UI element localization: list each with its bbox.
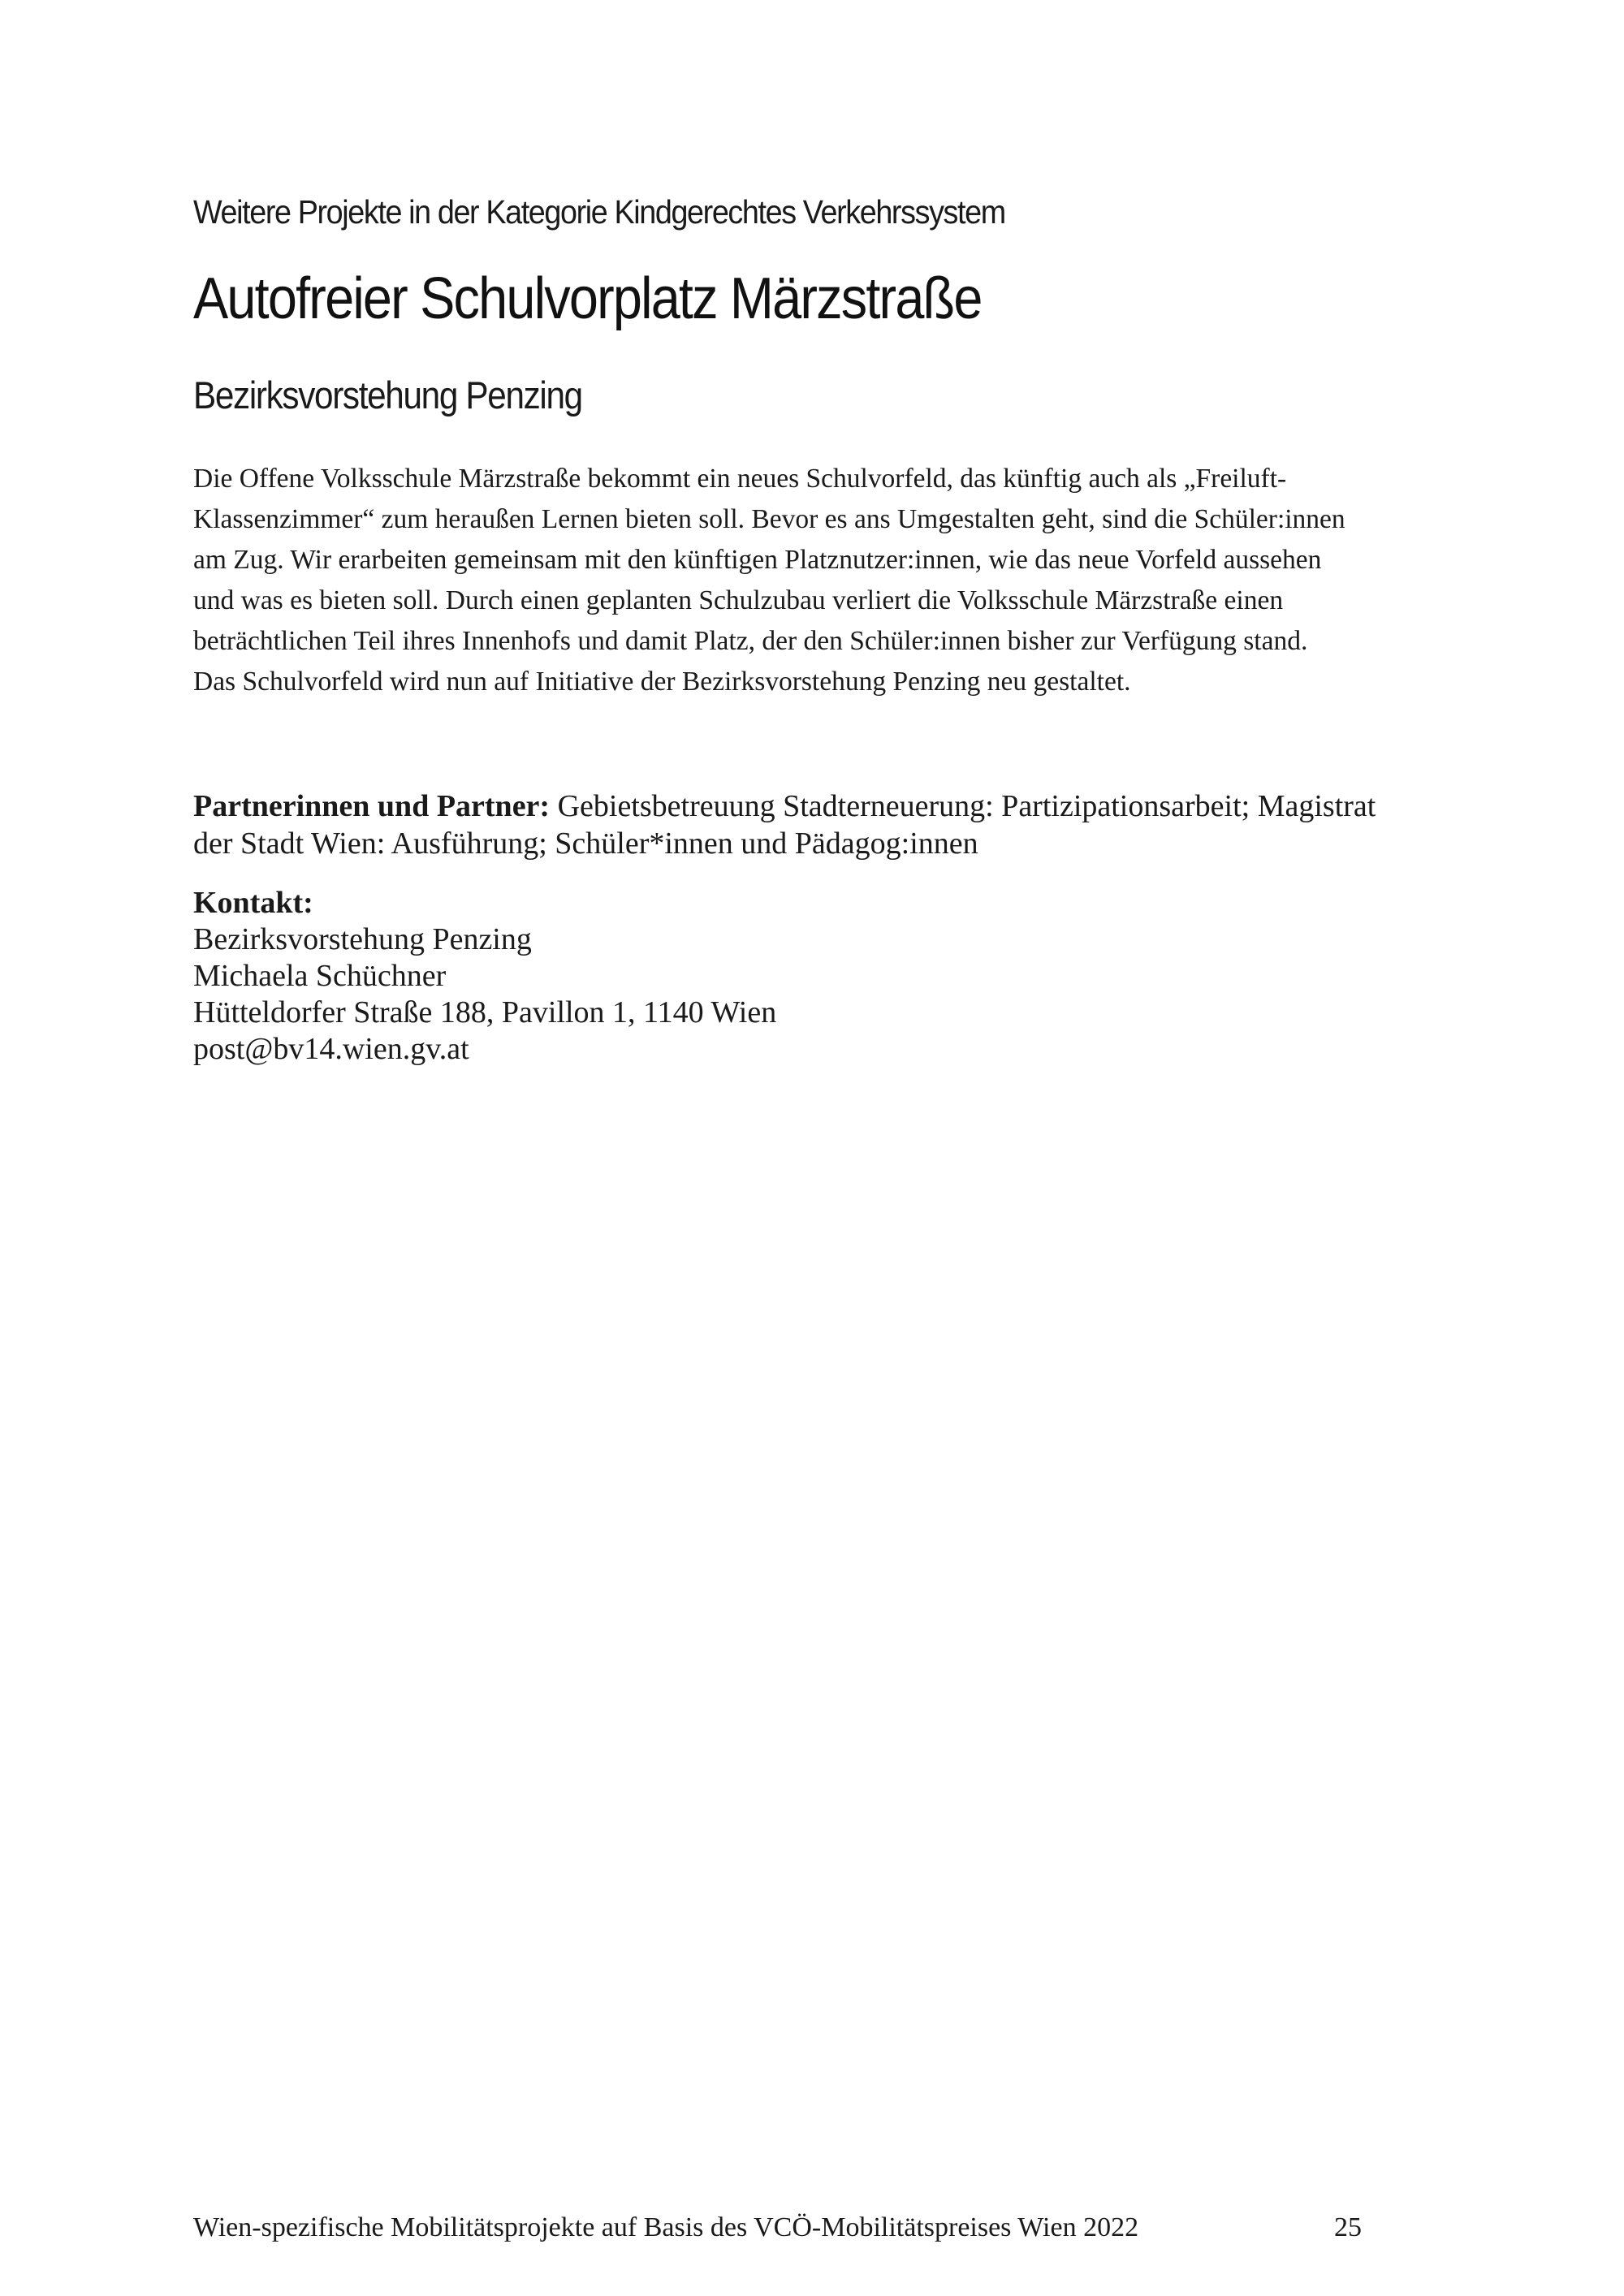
- contact-section: [193, 885, 776, 1068]
- description-line: Die Offene Volksschule Märzstraße bekommt ein neues Schulvorfeld, das künftig auch als „Freiluft-: [193, 464, 1287, 494]
- partners-section: [193, 788, 1460, 862]
- contact-person: Michaela Schüchner: [193, 959, 447, 993]
- category-heading: Weitere Projekte in der Kategorie Kindgerechtes Verkehrssystem: [193, 193, 1005, 231]
- contact-organization: Bezirksvorstehung Penzing: [193, 922, 532, 956]
- page-number: 25: [1334, 2212, 1362, 2242]
- partners-label: Partnerinnen und Partner:: [193, 789, 551, 823]
- contact-email[interactable]: post@bv14.wien.gv.at: [193, 1032, 469, 1066]
- description-line: am Zug. Wir erarbeiten gemeinsam mit den künftigen Platznutzer:innen, wie das neue Vorfeld aussehen: [193, 545, 1322, 575]
- partners-line: [193, 788, 1460, 825]
- partners-line: der Stadt Wien: Ausführung; Schüler*innen und Pädagog:innen: [193, 826, 978, 861]
- description-line: Klassenzimmer“ zum heraußen Lernen bieten soll. Bevor es ans Umgestalten geht, sind die Schüler:innen: [193, 504, 1345, 534]
- page-footer: Wien-spezifische Mobilitätsprojekte auf Basis des VCÖ-Mobilitätspreises Wien 2022: [193, 2212, 1139, 2242]
- description-line: und was es bieten soll. Durch einen geplanten Schulzubau verliert die Volksschule Märzstraße einen: [193, 585, 1284, 615]
- description-line: Das Schulvorfeld wird nun auf Initiative der Bezirksvorstehung Penzing neu gestaltet.: [193, 667, 1131, 697]
- partners-text: Gebietsbetreuung Stadterneuerung: Partizipationsarbeit; Magistrat: [550, 789, 1376, 823]
- project-submitter: Bezirksvorstehung Penzing: [193, 373, 582, 416]
- project-description: [193, 459, 1427, 702]
- project-title: Autofreier Schulvorplatz Märzstraße: [193, 266, 982, 331]
- contact-address: Hütteldorfer Straße 188, Pavillon 1, 1140 Wien: [193, 995, 777, 1029]
- contact-heading: Kontakt:: [193, 886, 313, 920]
- description-line: beträchtlichen Teil ihres Innenhofs und damit Platz, der den Schüler:innen bisher zur Verfügung stand.: [193, 626, 1308, 656]
